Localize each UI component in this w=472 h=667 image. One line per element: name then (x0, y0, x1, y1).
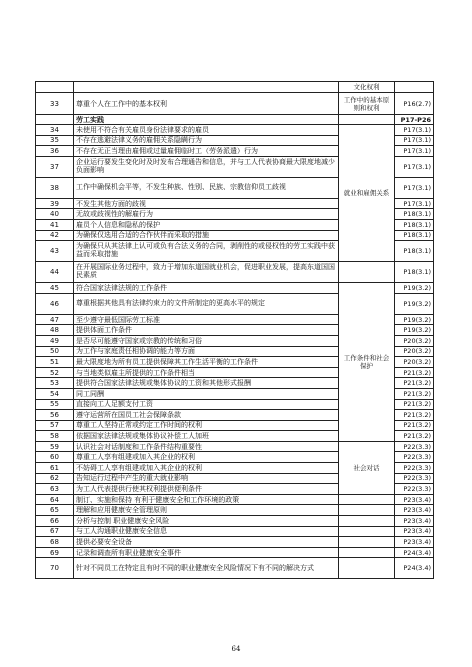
row-number: 59 (36, 441, 74, 452)
row-item: 提供符合国家法律法规或集体协议的工资和其他形式报酬 (74, 378, 339, 389)
row-number: 68 (36, 537, 74, 548)
row-number: 70 (36, 558, 74, 579)
row-item: 不发生其他方面的歧视 (74, 198, 339, 209)
table-row (36, 82, 434, 93)
row-number: 49 (36, 335, 74, 346)
row-number: 36 (36, 146, 74, 157)
row-number: 65 (36, 505, 74, 516)
row-number: 42 (36, 230, 74, 241)
row-number: 51 (36, 357, 74, 368)
row-item: 与工人沟通职业健康安全信息 (74, 526, 339, 537)
row-reference: P22(3.3) (395, 484, 434, 495)
row-reference: P18(3.1) (395, 241, 434, 262)
row-number: 57 (36, 420, 74, 431)
row-number: 64 (36, 494, 74, 505)
section-title: 劳工实践 (74, 115, 339, 125)
row-item: 认识社会对话制度和工作条件结构重要性 (74, 441, 339, 452)
row-reference: P17(3.1) (395, 177, 434, 198)
row-number: 45 (36, 283, 74, 294)
row-item: 不存在逃避法律义务的雇佣关系隐瞒行为 (74, 135, 339, 146)
row-item: 与当地类似雇主所提供的工作条件相当 (74, 367, 339, 378)
row-reference: P17(3.1) (395, 156, 434, 177)
row-item: 同工同酬 (74, 388, 339, 399)
row-item: 尊重个人在工作中的基本权利 (74, 93, 339, 115)
row-item: 无故或歧视性的解雇行为 (74, 209, 339, 220)
row-item: 制订、实施和保持 有利于健康安全和工作环境的政策 (74, 494, 339, 505)
row-reference: P21(3.2) (395, 399, 434, 410)
page-number: 64 (231, 645, 241, 653)
row-item: 最大限度地为所有员工提供保障其工作生活平衡的工作条件 (74, 357, 339, 368)
row-item: 尊重根据其他具有法律约束力的文件所制定的更高水平的规定 (74, 293, 339, 314)
row-item: 工作中确保机会平等，不发生种族、性别、民族、宗教信仰员工歧视 (74, 177, 339, 198)
table-row (36, 262, 434, 283)
row-reference: P19(3.2) (395, 293, 434, 314)
row-number: 50 (36, 346, 74, 357)
row-number: 63 (36, 484, 74, 495)
row-number: 41 (36, 219, 74, 230)
row-number: 61 (36, 463, 74, 474)
table-row (36, 125, 434, 136)
row-number: 62 (36, 473, 74, 484)
row-reference: P17(3.1) (395, 125, 434, 136)
row-reference: P16(2.7) (395, 93, 434, 115)
row-item: 符合国家法律法规的工作条件 (74, 283, 339, 294)
row-reference: P20(3.2) (395, 357, 434, 368)
row-reference: P22(3.3) (395, 473, 434, 484)
row-item: 依据国家法律法规或集体协议补偿工人加班 (74, 431, 339, 442)
table-row (36, 537, 434, 548)
row-item: 理解和应用健康安全管理原则 (74, 505, 339, 516)
category-social-dialogue: 社会对话 (339, 441, 395, 494)
row-reference: P18(3.1) (395, 262, 434, 283)
row-item: 雇员个人信息和隐私的保护 (74, 219, 339, 230)
row-reference: P17(3.1) (395, 198, 434, 209)
row-item: 记录和调查所有职业健康安全事件 (74, 547, 339, 558)
row-number: 44 (36, 262, 74, 283)
row-item: 为工人代表提供行使其权利提供便利条件 (74, 484, 339, 495)
row-item: 分析与控制 职业健康安全风险 (74, 516, 339, 527)
row-item: 针对不同员工在特定且有时不同的职业健康安全风险情况下有不同的解决方式 (74, 558, 339, 579)
row-item: 为工作与家庭责任相协调的能力等方面 (74, 346, 339, 357)
row-number: 39 (36, 198, 74, 209)
row-item: 尊重工人坚持正常或约定工作时间的权利 (74, 420, 339, 431)
row-reference: P23(3.4) (395, 505, 434, 516)
row-number: 37 (36, 156, 74, 177)
row-number: 46 (36, 293, 74, 314)
row-number: 55 (36, 399, 74, 410)
row-reference: P21(3.2) (395, 410, 434, 421)
row-reference: P20(3.2) (395, 346, 434, 357)
row-reference: P21(3.2) (395, 378, 434, 389)
row-item: 不妨碍工人享有组建或加入其企业的权利 (74, 463, 339, 474)
row-number: 66 (36, 516, 74, 527)
row-reference: P21(3.2) (395, 431, 434, 442)
category-employment: 就业和雇佣关系 (339, 125, 395, 262)
row-reference: P17(3.1) (395, 146, 434, 157)
category-culture-rights: 文化权利 (339, 82, 395, 93)
row-item: 未使用不符合有关雇员身份法律要求的雇员 (74, 125, 339, 136)
table-row (36, 547, 434, 558)
row-item: 提供体面工作条件 (74, 325, 339, 336)
row-item: 为确保只从其法律上认可或负有合法义务的合同，剥削性的或侵权性的劳工实践中获益而采取措施 (74, 241, 339, 262)
table-row (36, 526, 434, 537)
row-reference: P20(3.2) (395, 335, 434, 346)
row-number: 33 (36, 93, 74, 115)
row-number: 48 (36, 325, 74, 336)
row-reference: P22(3.3) (395, 441, 434, 452)
row-reference: P21(3.2) (395, 367, 434, 378)
row-reference: P23(3.4) (395, 494, 434, 505)
row-number: 54 (36, 388, 74, 399)
row-reference: P23(3.4) (395, 526, 434, 537)
row-reference: P19(3.2) (395, 325, 434, 336)
row-number: 69 (36, 547, 74, 558)
row-reference: P24(3.4) (395, 558, 434, 579)
row-number: 56 (36, 410, 74, 421)
table-row (36, 283, 434, 294)
table-row (36, 558, 434, 579)
row-item: 尊重工人享有组建或加入其企业的权利 (74, 452, 339, 463)
row-item: 遵守运营所在国员工社会保障条款 (74, 410, 339, 421)
row-reference: P23(3.4) (395, 516, 434, 527)
row-reference: P18(3.1) (395, 219, 434, 230)
row-item: 在开展国际业务过程中，致力于增加东道国就业机会，促进职业发展，提高东道国国民素质 (74, 262, 339, 283)
row-item: 至少遵守最低国际劳工标准 (74, 314, 339, 325)
row-item: 告知运行过程中产生的重大就业影响 (74, 473, 339, 484)
category-work-principles: 工作中的基本原则和权利 (339, 93, 395, 115)
gri-index-table (35, 81, 434, 579)
row-reference: P23(3.4) (395, 537, 434, 548)
row-number: 34 (36, 125, 74, 136)
row-number: 58 (36, 431, 74, 442)
row-item: 提供必要安全设备 (74, 537, 339, 548)
row-number: 53 (36, 378, 74, 389)
row-reference: P17(3.1) (395, 135, 434, 146)
row-reference: P19(3.2) (395, 314, 434, 325)
row-item: 不存在无正当理由雇佣或过量雇佣临时工（劳务派遣）行为 (74, 146, 339, 157)
row-number: 43 (36, 241, 74, 262)
table-row (36, 505, 434, 516)
table-row (36, 494, 434, 505)
section-reference: P17-P26 (395, 115, 434, 125)
row-number: 52 (36, 367, 74, 378)
row-reference: P21(3.2) (395, 420, 434, 431)
row-reference: P18(3.1) (395, 230, 434, 241)
row-item: 是否尽可能遵守国家或宗教的传统和习俗 (74, 335, 339, 346)
row-reference: P19(3.2) (395, 283, 434, 294)
row-item: 企业运行要发生变化时及时发布合理通告和信息，并与工人代表协商最大限度地减少负面影响 (74, 156, 339, 177)
row-reference: P24(3.4) (395, 547, 434, 558)
table-row (36, 516, 434, 527)
row-number: 35 (36, 135, 74, 146)
row-item: 为确保仅选用合适的合作伙伴而采取的措施 (74, 230, 339, 241)
category-working-conditions: 工作条件和社会保护 (339, 283, 395, 442)
section-row (36, 115, 434, 125)
row-number: 47 (36, 314, 74, 325)
row-reference: P22(3.3) (395, 463, 434, 474)
table-row (36, 93, 434, 115)
row-reference: P21(3.2) (395, 388, 434, 399)
row-reference: P18(3.1) (395, 209, 434, 220)
row-item: 直接向工人足额支付工资 (74, 399, 339, 410)
table-row (36, 441, 434, 452)
row-number: 67 (36, 526, 74, 537)
row-number: 38 (36, 177, 74, 198)
row-reference: P22(3.3) (395, 452, 434, 463)
row-number: 40 (36, 209, 74, 220)
row-number: 60 (36, 452, 74, 463)
